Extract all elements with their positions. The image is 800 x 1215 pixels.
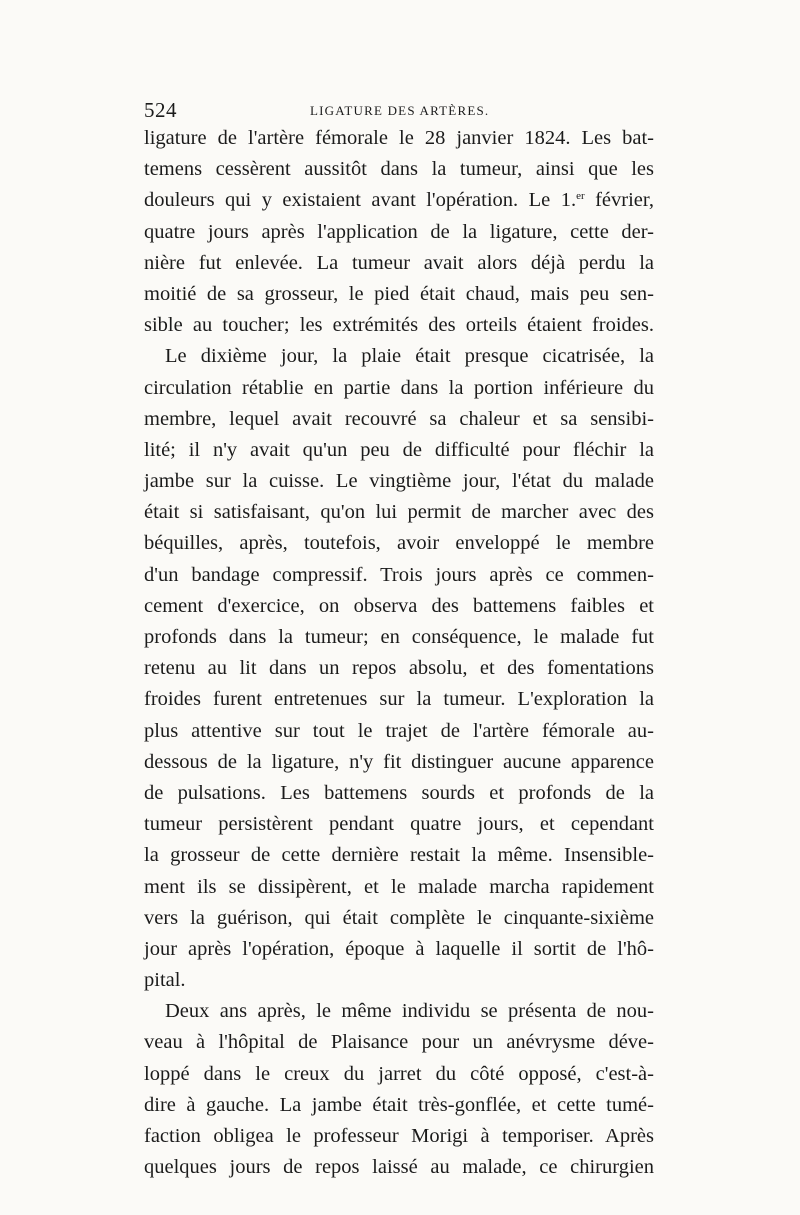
text-line: circulation rétablie en partie dans la portion inférieure du	[144, 376, 654, 399]
text-line: profonds dans la tumeur; en conséquence, le malade fut	[144, 626, 654, 648]
text-line: moitié de sa grosseur, le pied était chaud, mais peu sen-	[144, 282, 654, 305]
text-line: sible au toucher; les extrémités des orteils étaient froides.	[144, 314, 654, 337]
text-line: temens cessèrent aussitôt dans la tumeur, ainsi que les	[144, 158, 654, 181]
text-line: dire à gauche. La jambe était très-gonflée, et cette tumé-	[144, 1093, 654, 1116]
text-line: la grosseur de cette dernière restait la même. Insensible-	[144, 844, 654, 867]
text-line: froides furent entretenues sur la tumeur. L'exploration la	[144, 688, 654, 711]
text-line: d'un bandage compressif. Trois jours après ce commen-	[144, 563, 654, 586]
running-head: LIGATURE DES ARTÈRES.	[310, 103, 490, 118]
text-line: de pulsations. Les battemens sourds et profonds de la	[144, 781, 654, 804]
text-line: dessous de la ligature, n'y fit distinguer aucune apparence	[144, 750, 654, 773]
ordinal-superscript: er	[576, 190, 585, 203]
text-line: était si satisfaisant, qu'on lui permit de marcher avec des	[144, 501, 654, 524]
text-line: pital.	[144, 969, 186, 992]
text-line: quatre jours après l'application de la ligature, cette der-	[144, 220, 654, 243]
page-number: 524	[144, 98, 177, 122]
text-line: nière fut enlevée. La tumeur avait alors déjà perdu la	[144, 251, 654, 274]
page-header	[144, 98, 654, 122]
text-line: retenu au lit dans un repos absolu, et des fomentations	[144, 657, 654, 680]
text-line: lité; il n'y avait qu'un peu de difficulté pour fléchir la	[144, 438, 654, 461]
text-line: ligature de l'artère fémorale le 28 janvier 1824. Les bat-	[144, 127, 654, 149]
text-line: plus attentive sur tout le trajet de l'artère fémorale au-	[144, 719, 654, 742]
text-line: loppé dans le creux du jarret du côté opposé, c'est-à-	[144, 1062, 654, 1085]
text-line: veau à l'hôpital de Plaisance pour un anévrysme déve-	[144, 1031, 654, 1054]
text-line: douleurs qui y existaient avant l'opération. Le 1.$^{er}$ février,	[144, 189, 655, 212]
text-line: quelques jours de repos laissé au malade, ce chirurgien	[144, 1156, 654, 1179]
text-line: Deux ans après, le même individu se présenta de nou-	[165, 1000, 654, 1023]
text-line: faction obligea le professeur Morigi à temporiser. Après	[144, 1125, 654, 1147]
text-line: ment ils se dissipèrent, et le malade marcha rapidement	[144, 875, 654, 898]
text-line: membre, lequel avait recouvré sa chaleur et sa sensibi-	[144, 407, 654, 430]
body-text	[144, 123, 654, 1183]
text-line: vers la guérison, qui était complète le cinquante-sixième	[144, 906, 654, 929]
text-line: jambe sur la cuisse. Le vingtième jour, l'état du malade	[144, 470, 654, 493]
text-line: cement d'exercice, on observa des battemens faibles et	[144, 594, 654, 617]
text-line: béquilles, après, toutefois, avoir enveloppé le membre	[144, 532, 654, 555]
text-line: tumeur persistèrent pendant quatre jours, et cependant	[144, 813, 654, 836]
text-line: Le dixième jour, la plaie était presque cicatrisée, la	[165, 345, 654, 368]
text-line: jour après l'opération, époque à laquelle il sortit de l'hô-	[144, 937, 654, 960]
